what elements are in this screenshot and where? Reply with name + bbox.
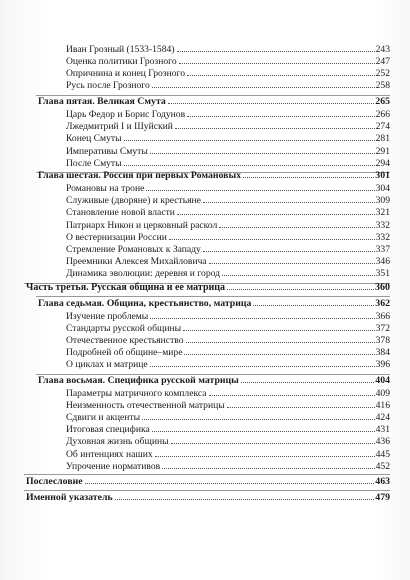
toc-chapter xyxy=(38,96,390,107)
toc-item xyxy=(66,80,390,91)
dot-leader xyxy=(209,263,375,264)
toc-entry-page: 281 xyxy=(375,133,390,144)
toc-entry-title: Стандарты русской общины xyxy=(66,323,182,334)
dot-leader xyxy=(168,103,375,104)
toc-entry-title: Глава шестая. Россия при первых Романовых xyxy=(38,170,242,181)
toc-entry-page: 301 xyxy=(375,170,390,181)
toc-entry-page: 294 xyxy=(375,158,390,169)
toc-entry-title: Послесловие xyxy=(26,476,83,487)
toc-item xyxy=(66,461,390,472)
toc-entry-page: 362 xyxy=(375,298,390,309)
toc-entry-title: Упрочение нормативов xyxy=(66,461,161,472)
toc-item xyxy=(66,311,390,322)
toc-entry-page: 332 xyxy=(375,220,390,231)
toc-entry-page: 436 xyxy=(375,436,390,447)
toc-entry-page: 366 xyxy=(375,311,390,322)
dot-leader xyxy=(177,51,375,52)
dot-leader xyxy=(227,289,374,290)
toc-item xyxy=(66,68,390,79)
dot-leader xyxy=(152,87,375,88)
toc-entry-title: Служивые (дворяне) и крестьяне xyxy=(66,195,201,206)
toc-entry-page: 346 xyxy=(375,256,390,267)
toc-entry-page: 360 xyxy=(375,282,390,293)
toc-entry-page: 274 xyxy=(375,121,390,132)
toc-entry-page: 266 xyxy=(375,109,390,120)
toc-entry-title: Глава восьмая. Специфика русской матрицы xyxy=(38,375,239,386)
toc-entry-page: 416 xyxy=(375,400,390,411)
dot-leader xyxy=(187,116,374,117)
toc-entry-page: 463 xyxy=(375,476,390,487)
toc-item xyxy=(66,268,390,279)
dot-leader xyxy=(155,456,375,457)
toc-item xyxy=(66,388,390,399)
dot-leader xyxy=(169,239,375,240)
toc-entry-title: Становление новой власти xyxy=(66,207,175,218)
dot-leader xyxy=(150,366,375,367)
dot-leader xyxy=(243,177,374,178)
toc-chapter xyxy=(38,375,390,386)
toc-item xyxy=(66,121,390,132)
toc-chapter xyxy=(38,298,390,309)
dot-leader xyxy=(219,227,374,228)
dot-leader xyxy=(175,128,375,129)
toc-entry-title: Опричнина и конец Грозного xyxy=(66,68,186,79)
toc-entry-title: Иван Грозный (1533-1584) xyxy=(66,44,175,55)
toc-item xyxy=(66,133,390,144)
toc-entry-title: После Смуты xyxy=(66,158,122,169)
dot-leader xyxy=(152,431,375,432)
toc-entry-title: Преемники Алексея Михайловича xyxy=(66,256,207,267)
toc-entry-title: Неизменность отечественной матрицы xyxy=(66,400,225,411)
dot-leader xyxy=(177,214,375,215)
separator-line xyxy=(24,490,390,491)
toc-entry-title: Лжедмитрий I и Шуйский xyxy=(66,121,173,132)
toc-item xyxy=(66,56,390,67)
toc-item xyxy=(66,412,390,423)
toc-entry-title: О вестернизации России xyxy=(66,232,167,243)
toc-entry-title: Динамика эволюции: деревня и город xyxy=(66,268,221,279)
toc-item xyxy=(66,195,390,206)
toc-item xyxy=(66,323,390,334)
dot-leader xyxy=(186,342,375,343)
toc-entry-page: 384 xyxy=(375,347,390,358)
toc-entry-title: Романовы на троне xyxy=(66,183,145,194)
toc-entry-title: О циклах и матрице xyxy=(66,359,148,370)
toc-afterword xyxy=(26,476,390,487)
toc-part xyxy=(26,282,390,293)
toc-chapter xyxy=(38,170,390,181)
dot-leader xyxy=(179,63,375,64)
dot-leader xyxy=(227,407,375,408)
toc-entry-page: 396 xyxy=(375,359,390,370)
toc-entry-page: 265 xyxy=(375,96,390,107)
toc-item xyxy=(66,146,390,157)
toc-item xyxy=(66,183,390,194)
toc-entry-page: 452 xyxy=(375,461,390,472)
toc-entry-title: Итоговая специфика xyxy=(66,424,150,435)
dot-leader xyxy=(241,382,374,383)
toc-entry-title: Сдвиги и акценты xyxy=(66,412,141,423)
dot-leader xyxy=(222,275,375,276)
toc-entry-title: Подробней об общине–мире xyxy=(66,347,183,358)
toc-entry-page: 445 xyxy=(375,449,390,460)
dot-leader xyxy=(162,468,374,469)
separator-line xyxy=(24,474,390,475)
toc-item xyxy=(66,256,390,267)
toc-entry-title: Отечественное крестьянство xyxy=(66,335,184,346)
toc-item xyxy=(66,347,390,358)
toc-entry-title: Об интенциях наших xyxy=(66,449,153,460)
dot-leader xyxy=(203,202,375,203)
toc-item xyxy=(66,207,390,218)
dot-leader xyxy=(85,483,375,484)
toc-item xyxy=(66,359,390,370)
toc-item xyxy=(66,400,390,411)
toc-entry-page: 351 xyxy=(375,268,390,279)
toc-entry-title: Изучение проблемы xyxy=(66,311,149,322)
dot-leader xyxy=(184,354,374,355)
toc-entry-title: Часть третья. Русская община и ее матрица xyxy=(26,282,226,293)
toc-entry-title: Духовная жизнь общины xyxy=(66,436,169,447)
dot-leader xyxy=(124,140,375,141)
toc-entry-page: 309 xyxy=(375,195,390,206)
toc-entry-title: Царь Федор и Борис Годунов xyxy=(66,109,186,120)
toc-item xyxy=(66,44,390,55)
toc-item xyxy=(66,109,390,120)
toc-entry-page: 337 xyxy=(375,244,390,255)
toc-item xyxy=(66,424,390,435)
toc-entry-page: 332 xyxy=(375,232,390,243)
toc-entry-title: Конец Смуты xyxy=(66,133,122,144)
toc-entry-title: Оценка политики Грозного xyxy=(66,56,177,67)
toc-entry-page: 404 xyxy=(375,375,390,386)
toc-entry-page: 372 xyxy=(375,323,390,334)
toc-entry-title: Патриарх Никон и церковный раскол xyxy=(66,220,218,231)
toc-entry-page: 431 xyxy=(375,424,390,435)
toc-entry-title: Русь после Грозного xyxy=(66,80,150,91)
dot-leader xyxy=(142,419,375,420)
dot-leader xyxy=(253,305,374,306)
dot-leader xyxy=(150,318,374,319)
toc-entry-title: Стремление Романовых к Западу xyxy=(66,244,201,255)
toc-entry-page: 304 xyxy=(375,183,390,194)
toc-entry-title: Императивы Смуты xyxy=(66,146,148,157)
dot-leader xyxy=(183,330,375,331)
toc-item xyxy=(66,232,390,243)
toc-item xyxy=(66,158,390,169)
toc-entry-page: 258 xyxy=(375,80,390,91)
dot-leader xyxy=(146,190,374,191)
toc-item xyxy=(66,244,390,255)
toc-entry-page: 252 xyxy=(375,68,390,79)
toc-entry-page: 424 xyxy=(375,412,390,423)
separator-line xyxy=(36,296,390,297)
toc-entry-title: Глава пятая. Великая Смута xyxy=(38,96,166,107)
dot-leader xyxy=(115,499,375,500)
toc-entry-page: 247 xyxy=(375,56,390,67)
dot-leader xyxy=(124,165,375,166)
toc-item xyxy=(66,335,390,346)
toc-index xyxy=(26,492,390,503)
toc-item xyxy=(66,449,390,460)
toc-entry-title: Параметры матричного комплекса xyxy=(66,388,207,399)
toc-entry-title: Глава седьмая. Община, крестьянство, матрица xyxy=(38,298,252,309)
toc-entry-page: 409 xyxy=(375,388,390,399)
toc-entry-page: 291 xyxy=(375,146,390,157)
dot-leader xyxy=(171,443,375,444)
toc-entry-page: 321 xyxy=(375,207,390,218)
toc-item xyxy=(66,220,390,231)
toc-entry-title: Именной указатель xyxy=(26,492,113,503)
dot-leader xyxy=(203,251,375,252)
toc-entry-page: 243 xyxy=(375,44,390,55)
dot-leader xyxy=(187,75,375,76)
toc-entry-page: 479 xyxy=(375,492,390,503)
toc-item xyxy=(66,436,390,447)
dot-leader xyxy=(209,395,375,396)
dot-leader xyxy=(150,153,375,154)
toc-entry-page: 378 xyxy=(375,335,390,346)
